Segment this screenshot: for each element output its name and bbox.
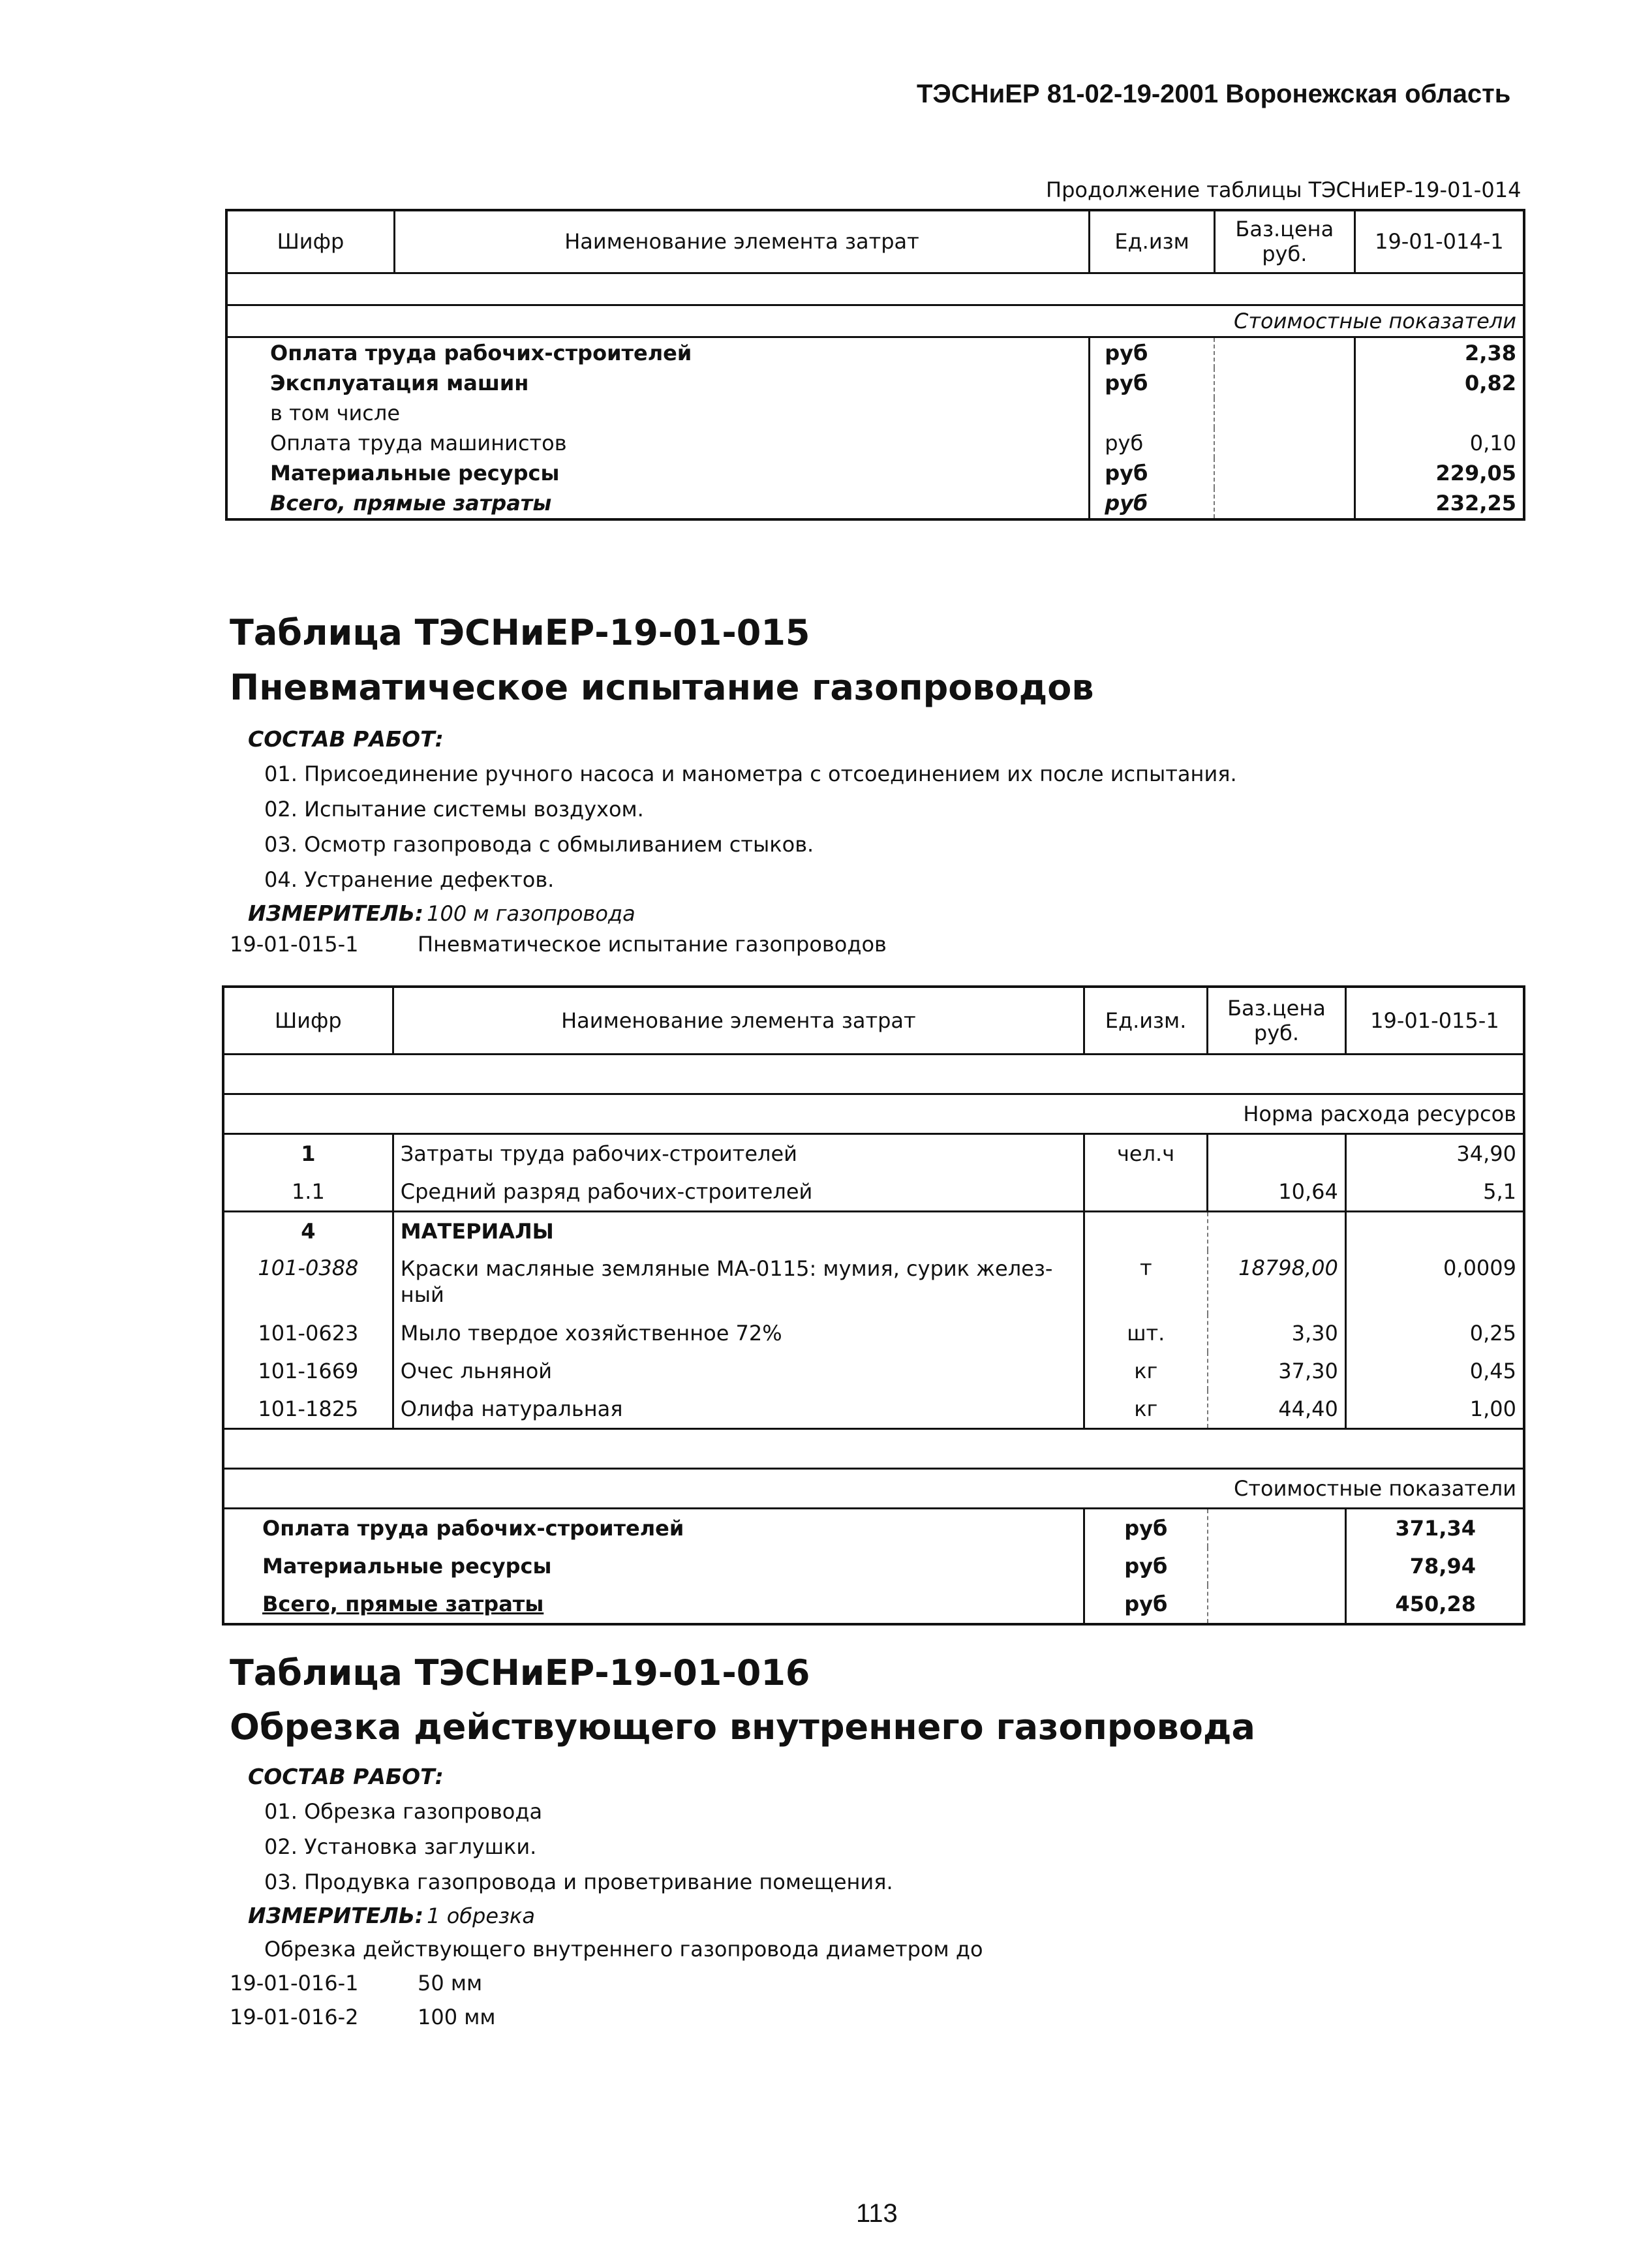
table-row: 4 МАТЕРИАЛЫ [223, 1211, 1524, 1250]
col-header-price: Баз.цена руб. [1208, 987, 1346, 1054]
work-item: 01. Присоединение ручного насоса и манометра с отсоединением их после испытания. [264, 762, 1237, 786]
meter-label: ИЗМЕРИТЕЛЬ: [248, 1903, 424, 1928]
norm-code: 19-01-016-2 [230, 2005, 359, 2029]
norm-value: 50 мм [418, 1971, 483, 1995]
norm-code: 19-01-015-1 [230, 932, 359, 957]
col-header-price: Баз.цена руб. [1214, 210, 1354, 273]
cost-table-015 [222, 985, 1525, 1626]
col-header-norm: 19-01-014-1 [1354, 210, 1524, 273]
col-header-norm: 19-01-015-1 [1345, 987, 1524, 1054]
work-item: 02. Установка заглушки. [264, 1834, 537, 1859]
table-row: 1.1 Средний разряд рабочих-строителей 10,64 5,1 [223, 1173, 1524, 1212]
table-row: Оплата труда машинистов руб 0,10 [226, 428, 1524, 458]
cost-table-014 [225, 209, 1525, 521]
works-label: СОСТАВ РАБОТ: [248, 1764, 444, 1789]
meter-label: ИЗМЕРИТЕЛЬ: [248, 901, 424, 926]
works-label: СОСТАВ РАБОТ: [248, 726, 444, 752]
table-row: 101-1825 Олифа натуральная кг 44,40 1,00 [223, 1390, 1524, 1429]
meter-line [248, 901, 635, 926]
meter-value: 100 м газопровода [427, 901, 635, 926]
section-title: Таблица ТЭСНиЕР-19-01-015 [230, 612, 810, 653]
table-row: 101-0623 Мыло твердое хозяйственное 72% шт. 3,30 0,25 [223, 1314, 1524, 1352]
page-number: 113 [856, 2199, 898, 2228]
norm-description: Обрезка действующего внутреннего газопровода диаметром до [264, 1937, 983, 1962]
section-label: Норма расхода ресурсов [1208, 1094, 1524, 1133]
work-item: 03. Осмотр газопровода с обмыливанием стыков. [264, 832, 814, 857]
table-row: Всего, прямые затраты руб 450,28 [223, 1585, 1524, 1624]
col-header-name: Наименование элемента затрат [394, 210, 1089, 273]
meter-line [248, 1903, 535, 1928]
page-header: ТЭСНиЕР 81-02-19-2001 Воронежская область [917, 80, 1511, 108]
table-row: Всего, прямые затраты руб 232,25 [226, 488, 1524, 519]
col-header-name: Наименование элемента затрат [393, 987, 1084, 1054]
table-caption: Продолжение таблицы ТЭСНиЕР-19-01-014 [1046, 177, 1522, 202]
section-label: Стоимостные показатели [226, 305, 1524, 337]
col-header-code: Шифр [223, 987, 393, 1054]
col-header-unit: Ед.изм [1090, 210, 1215, 273]
work-item: 02. Испытание системы воздухом. [264, 797, 644, 822]
table-row: 101-0388 Краски масляные земляные МА-0115: мумия, сурик желез- ный т 18798,00 0,0009 [223, 1250, 1524, 1314]
section-label: Стоимостные показатели [1208, 1468, 1524, 1508]
table-row: 101-1669 Очес льняной кг 37,30 0,45 [223, 1352, 1524, 1390]
col-header-code: Шифр [226, 210, 394, 273]
table-row: Материальные ресурсы руб 229,05 [226, 458, 1524, 488]
table-row: Оплата труда рабочих-строителей руб 371,34 [223, 1508, 1524, 1547]
section-title: Таблица ТЭСНиЕР-19-01-016 [230, 1652, 810, 1693]
norm-value: 100 мм [418, 2005, 496, 2029]
table-row: Материальные ресурсы руб 78,94 [223, 1547, 1524, 1585]
table-row: Оплата труда рабочих-строителей руб 2,38 [226, 337, 1524, 368]
norm-code: 19-01-016-1 [230, 1971, 359, 1995]
col-header-unit: Ед.изм. [1084, 987, 1207, 1054]
meter-value: 1 обрезка [427, 1903, 535, 1928]
table-row: 1 Затраты труда рабочих-строителей чел.ч 34,90 [223, 1133, 1524, 1173]
section-subtitle: Обрезка действующего внутреннего газопровода [230, 1706, 1255, 1748]
norm-description: Пневматическое испытание газопроводов [418, 932, 887, 957]
table-row: Эксплуатация машин руб 0,82 [226, 368, 1524, 398]
section-subtitle: Пневматическое испытание газопроводов [230, 667, 1094, 708]
work-item: 04. Устранение дефектов. [264, 867, 555, 892]
work-item: 01. Обрезка газопровода [264, 1799, 543, 1824]
work-item: 03. Продувка газопровода и проветривание помещения. [264, 1870, 893, 1894]
table-row: в том числе [226, 398, 1524, 428]
